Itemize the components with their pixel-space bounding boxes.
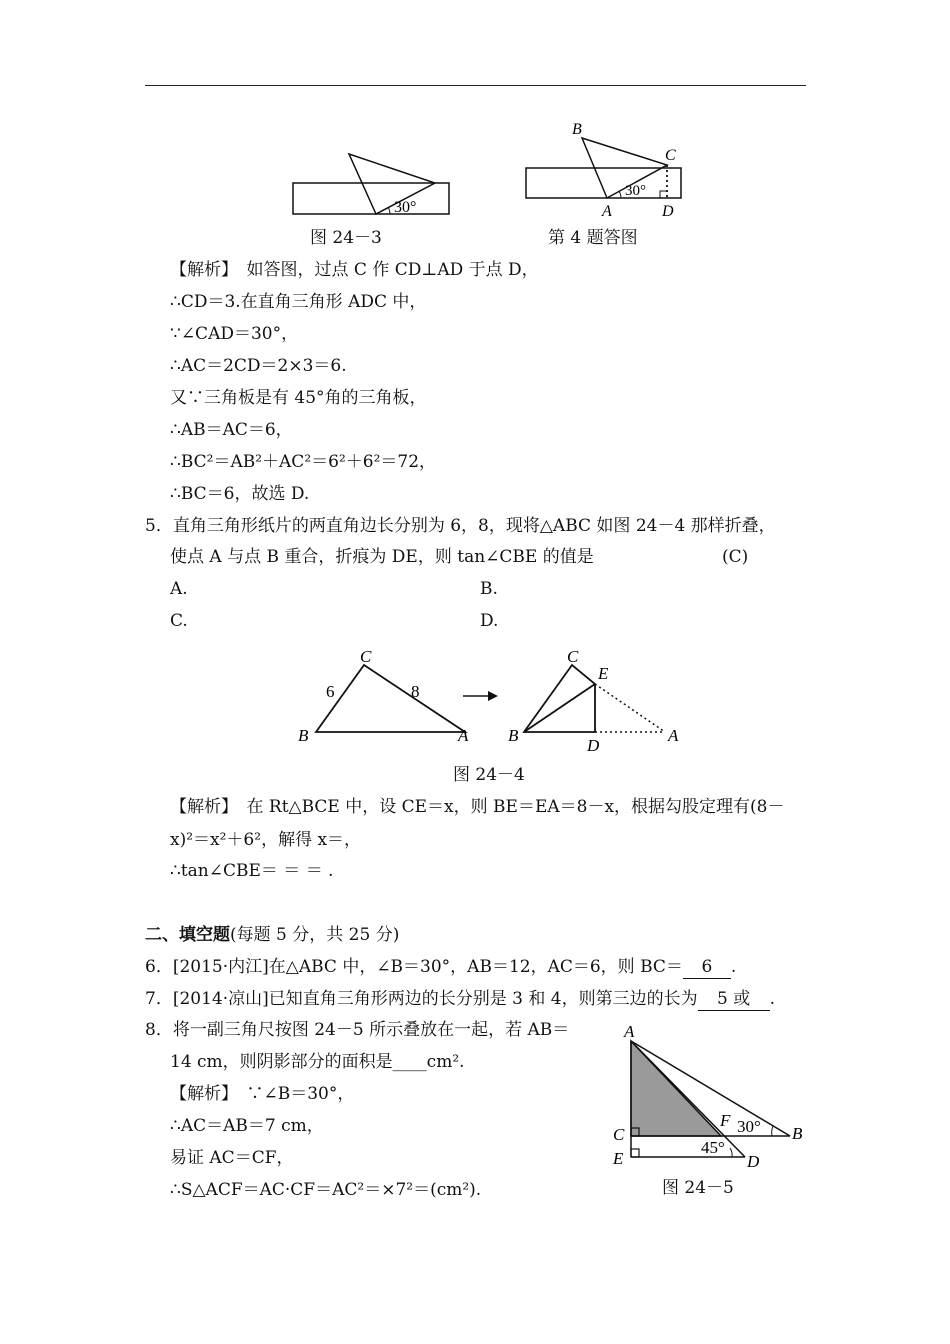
fig4-caption: 第 4 题答图 bbox=[548, 228, 638, 248]
q6-end: . bbox=[730, 957, 737, 977]
q8-stem-line-1: 8．将一副三角尺按图 24－5 所示叠放在一起，若 AB＝ bbox=[145, 1020, 570, 1040]
q8-stem-line-2: 14 cm，则阴影部分的面积是____cm². bbox=[170, 1052, 465, 1072]
q8-solution-line-1: 【解析】 ∵∠B＝30°， bbox=[170, 1084, 355, 1104]
figure-24-5 bbox=[610, 1022, 810, 1172]
q6-answer: 6 bbox=[683, 956, 731, 979]
q4-solution-line-5: 又∵三角板是有 45°角的三角板， bbox=[170, 388, 427, 408]
q7-answer: 5 或 bbox=[698, 988, 770, 1011]
fig4-rectangle bbox=[526, 168, 681, 198]
q4-solution-line-2: ∴CD＝3.在直角三角形 ADC 中， bbox=[170, 292, 427, 312]
q8-solution-line-4: ∴S△ACF＝AC·CF＝AC²＝×7²＝(cm²). bbox=[170, 1180, 482, 1200]
fig244-right-point-b: B bbox=[508, 726, 519, 745]
fig245-angle-30: 30° bbox=[737, 1117, 761, 1136]
q7-end: . bbox=[769, 989, 775, 1009]
q4-solution-line-1: 【解析】 如答图，过点 C 作 CD⊥AD 于点 D， bbox=[170, 260, 539, 280]
fig243-caption: 图 24－3 bbox=[310, 228, 382, 248]
q5-option-b: B. bbox=[480, 579, 498, 599]
q4-solution-line-8: ∴BC＝6，故选 D. bbox=[170, 484, 310, 504]
fig4-angle-arc bbox=[619, 191, 621, 198]
fig244-fold-be bbox=[524, 684, 595, 732]
fig245-point-c: C bbox=[613, 1125, 625, 1144]
fig244-right-point-a: A bbox=[668, 726, 679, 745]
fig245-right-angle-e bbox=[631, 1149, 639, 1157]
fig245-angle-45-arc bbox=[730, 1148, 732, 1157]
fig244-left-triangle bbox=[316, 665, 465, 732]
q4-solution-line-3: ∵∠CAD＝30°， bbox=[170, 324, 299, 344]
q5-stem-line-1: 5．直角三角形纸片的两直角边长分别为 6，8，现将△ABC 如图 24－4 那样折叠， bbox=[145, 516, 776, 536]
fig245-point-f: F bbox=[720, 1111, 731, 1130]
q7-text: 7．[2014·凉山]已知直角三角形两边的长分别是 3 和 4，则第三边的长为 bbox=[145, 989, 698, 1009]
header-rule bbox=[145, 85, 806, 86]
q5-option-a: A. bbox=[170, 579, 188, 599]
q5-option-d: D. bbox=[480, 611, 499, 631]
fig244-side-6: 6 bbox=[326, 682, 335, 701]
q8-solution-line-3: 易证 AC＝CF， bbox=[170, 1148, 294, 1168]
q5-stem-line-2: 使点 A 与点 B 重合，折痕为 DE，则 tan∠CBE 的值是 bbox=[170, 547, 594, 567]
fig4-point-d: D bbox=[662, 203, 674, 220]
fig245-point-b: B bbox=[792, 1124, 803, 1143]
fig245-point-e: E bbox=[613, 1149, 624, 1168]
fig244-left-point-c: C bbox=[360, 647, 372, 666]
q4-solution-line-7: ∴BC²＝AB²＋AC²＝6²＋6²＝72， bbox=[170, 452, 437, 472]
q6-text: 6．[2015·内江]在△ABC 中，∠B＝30°，AB＝12，AC＝6，则 BC＝ bbox=[145, 957, 683, 977]
figure-24-4 bbox=[290, 645, 690, 755]
fig244-side-8: 8 bbox=[411, 682, 420, 701]
fig244-right-triangle bbox=[524, 665, 595, 732]
figure-q4-answer bbox=[520, 118, 695, 224]
fig244-caption: 图 24－4 bbox=[453, 765, 525, 785]
fig244-right-point-c: C bbox=[567, 647, 579, 666]
fig245-point-a: A bbox=[624, 1022, 635, 1041]
fig244-left-point-a: A bbox=[458, 726, 469, 745]
fig244-left-point-b: B bbox=[298, 726, 309, 745]
q4-solution-line-4: ∴AC＝2CD＝2×3＝6. bbox=[170, 356, 347, 376]
fig245-angle-45: 45° bbox=[701, 1138, 725, 1157]
fig4-point-a: A bbox=[602, 203, 612, 220]
fig243-triangle bbox=[349, 154, 435, 214]
fig243-angle-arc bbox=[388, 207, 390, 214]
fig244-dotted-ea bbox=[595, 684, 665, 732]
section2-heading bbox=[145, 924, 399, 946]
q5-option-c: C. bbox=[170, 611, 188, 631]
fig4-right-angle bbox=[660, 191, 667, 198]
fig244-right-point-e: E bbox=[598, 664, 609, 683]
q5-answer: (C) bbox=[722, 547, 749, 567]
fig245-caption: 图 24－5 bbox=[662, 1178, 734, 1198]
q5-solution-line-3: ∴tan∠CBE＝ ＝ ＝ . bbox=[170, 861, 334, 881]
section2-note: (每题 5 分，共 25 分) bbox=[230, 925, 400, 945]
fig245-angle-30-arc bbox=[772, 1126, 773, 1136]
fig4-angle-label: 30° bbox=[625, 183, 646, 199]
fig244-right-point-d: D bbox=[587, 736, 600, 755]
q8-solution-line-2: ∴AC＝AB＝7 cm， bbox=[170, 1116, 324, 1136]
q5-solution-line-1: 【解析】 在 Rt△BCE 中，设 CE＝x，则 BE＝EA＝8－x，根据勾股定理有(8－ bbox=[170, 797, 785, 817]
q6-line bbox=[145, 956, 736, 979]
figure-24-3 bbox=[290, 150, 455, 220]
section2-title: 二、填空题 bbox=[145, 925, 230, 945]
fig245-point-d: D bbox=[747, 1152, 760, 1171]
fig4-point-c: C bbox=[665, 147, 676, 164]
q5-solution-line-2: x)²＝x²＋6²，解得 x＝， bbox=[170, 830, 362, 850]
fig4-point-b: B bbox=[572, 121, 582, 138]
q7-line bbox=[145, 988, 775, 1011]
fig243-angle-label: 30° bbox=[394, 199, 417, 216]
q4-solution-line-6: ∴AB＝AC＝6， bbox=[170, 420, 293, 440]
fig244-arrow-head bbox=[488, 691, 498, 701]
